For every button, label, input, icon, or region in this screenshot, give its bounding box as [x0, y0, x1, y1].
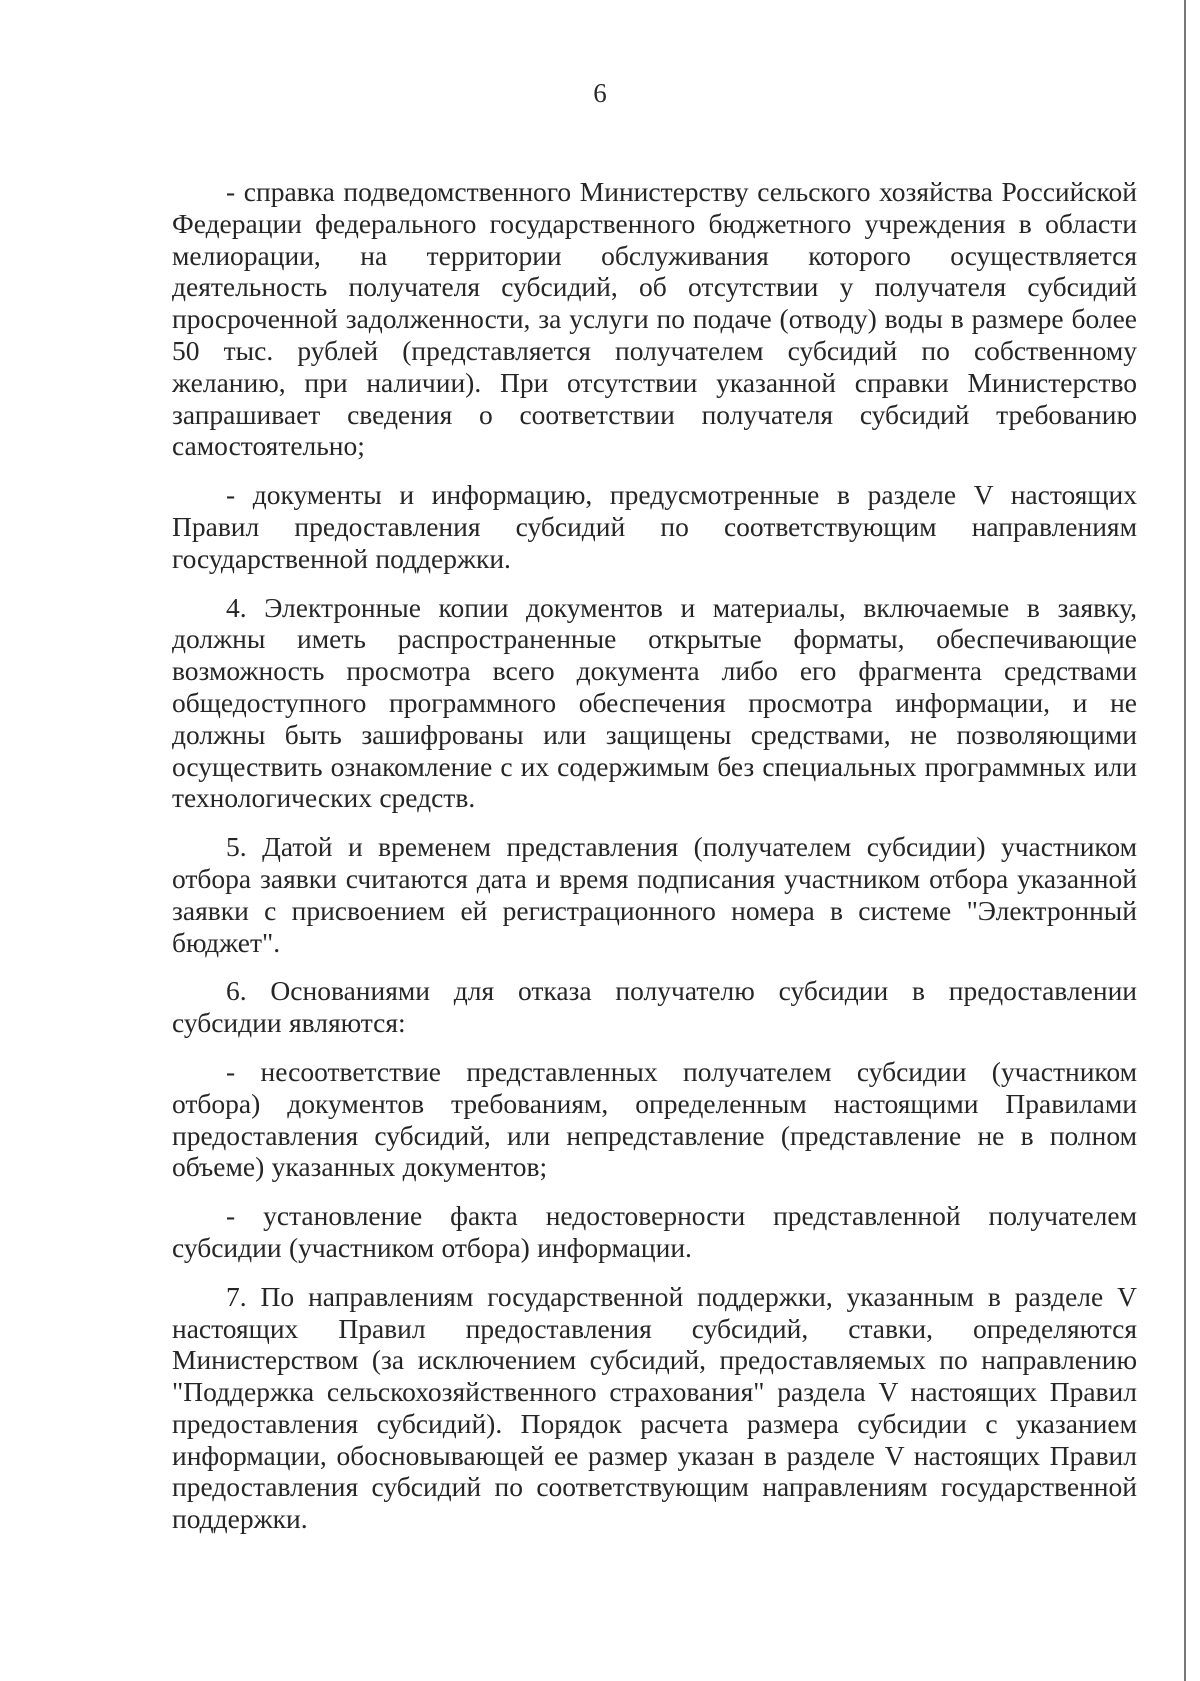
scan-edge-line	[1184, 0, 1186, 1681]
document-body	[172, 176, 1137, 1552]
paragraph-documents: - документы и информацию, предусмотренные в разделе V настоящих Правил предоставления субсидий по соответствующим направлениям государственной поддержки.	[172, 479, 1137, 574]
paragraph-certificate: - справка подведомственного Министерству сельского хозяйства Российской Федерации федерального государственного бюджетного учреждения в области мелиорации, на территории обслуживания которого осуществляется деятельность получателя субсидий, об отсутствии у получателя субсидий просроченной задолженности, за услуги по подаче (отводу) воды в размере более 50 тыс. рублей (представляется получателем субсидий по собственному желанию, при наличии). При отсутствии указанной справки Министерство запрашивает сведения о соответствии получателя субсидий требованию самостоятельно;	[172, 176, 1137, 462]
paragraph-item-4: 4. Электронные копии документов и материалы, включаемые в заявку, должны иметь распространенные открытые форматы, обеспечивающие возможность просмотра всего документа либо его фрагмента средствами общедоступного программного обеспечения просмотра информации, и не должны быть зашифрованы или защищены средствами, не позволяющими осуществить ознакомление с их содержимым без специальных программных или технологических средств.	[172, 591, 1137, 814]
paragraph-item-5: 5. Датой и временем представления (получателем субсидии) участником отбора заявки считаются дата и время подписания участником отбора указанной заявки с присвоением ей регистрационного номера в системе "Электронный бюджет".	[172, 831, 1137, 958]
paragraph-item-6-noncompliance: - несоответствие представленных получателем субсидии (участником отбора) документов требованиям, определенным настоящими Правилами предоставления субсидий, или непредставление (представление не в полном объеме) указанных документов;	[172, 1055, 1137, 1183]
paragraph-item-6: 6. Основаниями для отказа получателю субсидии в предоставлении субсидии являются:	[172, 975, 1137, 1039]
page-number: 6	[593, 78, 607, 108]
paragraph-item-6-unreliability: - установление факта недостоверности представленной получателем субсидии (участником отбора) информации.	[172, 1200, 1137, 1263]
paragraph-item-7: 7. По направлениям государственной поддержки, указанным в разделе V настоящих Правил предоставления субсидий, ставки, определяются Министерством (за исключением субсидий, предоставляемых по направлению "Поддержка сельскохозяйственного страхования" раздела V настоящих Правил предоставления субсидий). Порядок расчета размера субсидии с указанием информации, обосновывающей ее размер указан в разделе V настоящих Правил предоставления субсидий по соответствующим направлениям государственной поддержки.	[172, 1280, 1137, 1535]
